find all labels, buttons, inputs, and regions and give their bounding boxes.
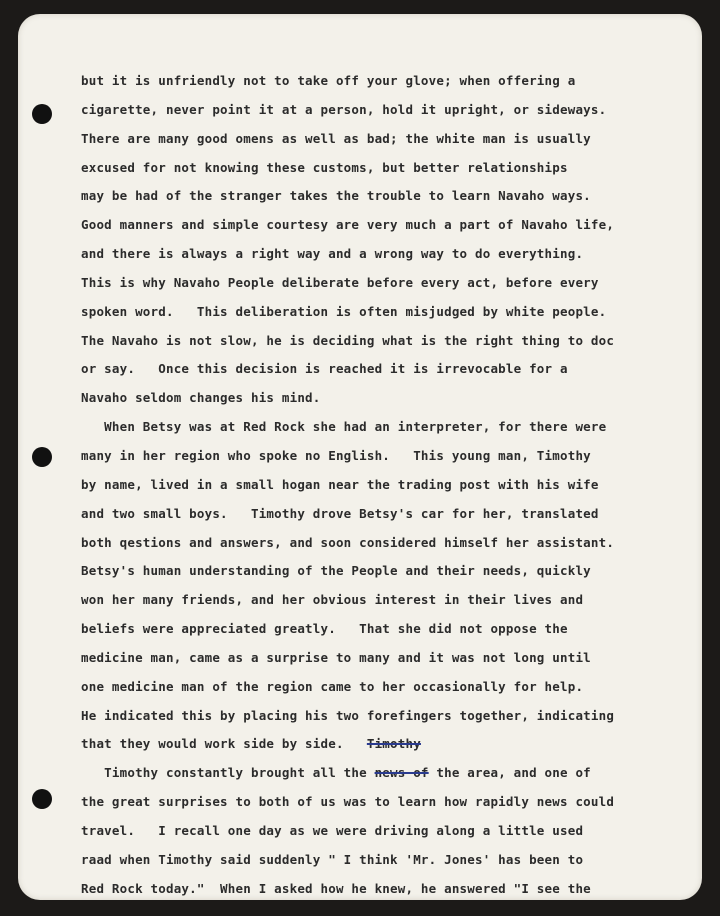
text-line: There are many good omens as well as bad; the white man is usually [81,130,591,146]
text-line: both qestions and answers, and soon considered himself her assistant. [81,534,615,550]
body-text [81,70,681,906]
text-segment: that they would work side by side. [81,736,367,752]
text-line: and two small boys. Timothy drove Betsy's car for her, translated [81,505,599,521]
text-line: won her many friends, and her obvious interest in their lives and [81,592,584,608]
text-line: or say. Once this decision is reached it is irrevocable for a [81,361,568,377]
text-line: may be had of the stranger takes the trouble to learn Navaho ways. [81,188,591,204]
text-line: raad when Timothy said suddenly " I think 'Mr. Jones' has been to [81,851,584,867]
text-line: This is why Navaho People deliberate before every act, before every [81,274,599,290]
text-line: medicine man, came as a surprise to many and it was not long until [81,649,591,665]
text-line: Navaho seldom changes his mind. [81,390,321,406]
text-line: cigarette, never point it at a person, hold it upright, or sideways. [81,101,607,117]
text-line: spoken word. This deliberation is often misjudged by white people. [81,303,607,319]
text-line: Betsy's human understanding of the People and their needs, quickly [81,563,591,579]
text-segment: the area, and one of [428,765,591,781]
text-segment: Timothy constantly brought all the [81,765,375,781]
text-line: Red Rock today." When I asked how he knew, he answered "I see the [81,880,591,896]
text-line: the great surprises to both of us was to learn how rapidly news could [81,794,615,810]
text-line: excused for not knowing these customs, but better relationships [81,159,568,175]
text-line: travel. I recall one day as we were driving along a little used [81,822,584,838]
text-line: but it is unfriendly not to take off your glove; when offering a [81,73,576,88]
text-line [81,733,681,762]
text-line: and there is always a right way and a wrong way to do everything. [81,246,584,262]
binder-hole-top [32,104,52,124]
struck-word: news of [374,765,429,781]
text-line: Good manners and simple courtesy are very much a part of Navaho life, [81,217,615,233]
text-line: The Navaho is not slow, he is deciding what is the right thing to doc [81,332,615,348]
text-line: He indicated this by placing his two forefingers together, indicating [81,707,615,723]
text-line: by name, lived in a small hogan near the trading post with his wife [81,476,599,492]
struck-word: Timothy [366,736,421,752]
text-line: When Betsy was at Red Rock she had an interpreter, for there were [81,419,607,435]
text-line: beliefs were appreciated greatly. That she did not oppose the [81,621,568,637]
text-line: many in her region who spoke no English. This young man, Timothy [81,447,591,463]
text-line: one medicine man of the region came to her occasionally for help. [81,678,584,694]
binder-hole-middle [32,447,52,467]
text-line [81,762,681,791]
binder-hole-bottom [32,789,52,809]
